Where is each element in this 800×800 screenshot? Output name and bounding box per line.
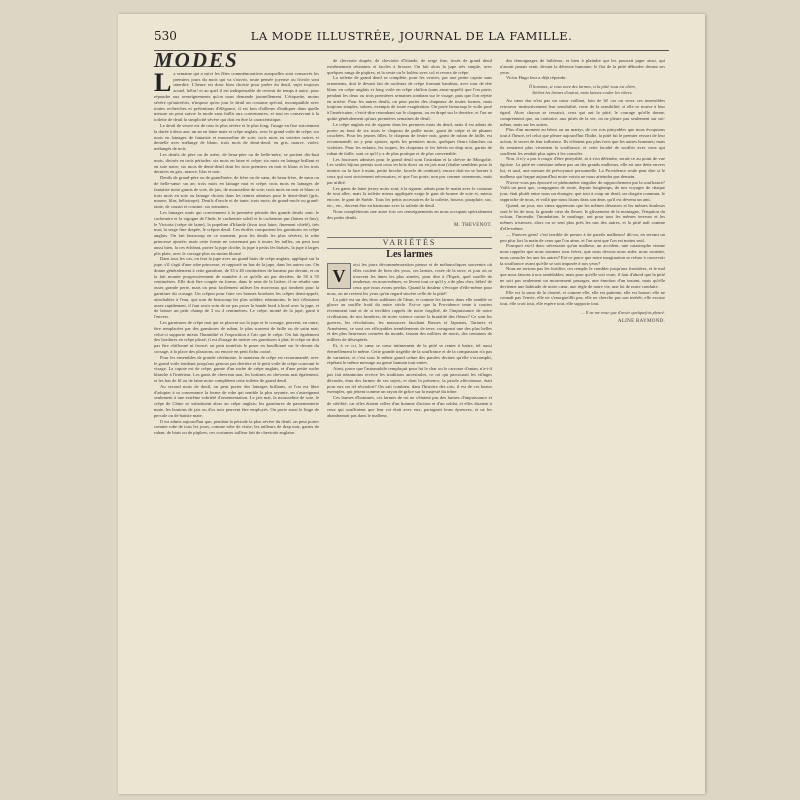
paragraph: Ainsi, parce que l'automobile remplaçait pour lui le char ou le carrosse d'antan, n'a-t-il pas fait néanmoins revivre les traditions ancestrales, ce roi qui parcourait les villages dévastés, ému des larmes de ses sujets, et dont la présence, la parole affectueuse, était pour eux un tel réconfort? On sait combien, dans l'histoire des rois, il est de ces beaux exemples, qui jettent comme un rayon de grâce sur la majesté du trône. xyxy=(327,366,492,395)
paragraph: Les lainages mats qui conviennent à la première période des grands deuils sont: le cachemire et la vigogne de l'Inde, le cachemire soleil et le cachemire pur (laines et fins); le Victoria (crêpe de laine), la popeline d'Irlande (tissu tout laine, finement côtelé), très mat; la serge fine drapée, le crêpon deuil. Ces étoffes comportent les garnitures en crêpe anglais. On fait beaucoup en ce moment, pour les deuils les plus sévères, la robe princesse ajustée; mais cette forme ne convenant pas à toutes les tailles, on peut tout aussi bien, la ces échéant, porter la jupe cloche, la jupe à petits lés biaisés, la jupe à larges plis plats, avec le corsage plus ou moins blousé. xyxy=(154,209,319,256)
page-header xyxy=(154,22,669,51)
paragraph: Dans tous les cas, on fera la jupe avec un grand biais de crêpe anglais, appliqué sur la jupe, s'il s'agit d'une robe princesse, et rapporté au bas de la jupe, dans les autres cas. On donne généralement à cette garniture, de 35 à 40 centimètres de hauteur par devant, et on la fait monter progressivement de manière à ce qu'elle ait par derrière, de 50 à 55 centimètres. Elle doit être coupée en forme, dans le sens de la lisière; il ne résulte une assez grande perte, mais on peut facilement utiliser les morceaux qui tombent pour la garniture du corsage. Un crêpon pour faire ces bonnes bordures les crêpes demi-apprêt, attachables à l'eau, qui sont de beaucoup les plus solides; néanmoins, le fait s'élaissent assez rapidement, il faut avoir soin de ne pas poser la bande bord à bord avec la jupe, et de laisser un petit champ de 3 ou 4 centimètres. Le crêpe, monté de la jupe, garni à l'envers. xyxy=(154,256,319,320)
column-1 xyxy=(154,48,319,436)
paragraph: Au second mois de deuil, on peut porter des lainages brillants, et l'on est libre d'adopter à sa convenance la forme de robe qui semble la plus seyante, en s'astreignant seulement à une extrême sobriété d'ornementation. Le jais mat, la mousseline de soie, le crêpe de Chine se substituent alors au crêpe anglais; les garnitures de passementerie mate, les boutons de jais ou d'os noir peuvent être employés. On porte aussi le linge de percale ou de batiste mate. xyxy=(154,383,319,418)
paragraph: Plus d'un moment au héros ou au martyr, de ces rois pitoyables que nous évoquions tout à l'heure, tel celui que pleure aujourd'hui l'Italie, la pitié fut le premier ressort de leur action, le secret de leur influence. Ils n'étaient pas plus forts que les autres hommes; mais ils sentaient plus vivement la souffrance, et cette faculté de souffrir avec ceux qui souffrent les rendait plus aptes à les consoler. xyxy=(500,127,665,156)
paragraph: — Pauvres gens! c'est terrible de penser à de pareils malheurs! dit-on, en serrant un peu plus fort la main de ceux que l'on aime, et l'on sent que l'on est moins seul. xyxy=(500,231,665,243)
paragraph: de cheviotte drapée, de cheviotte d'Irlande, de serge fine, tissés de grand deuil extrêmement résistants et faciles à brosser. On fait alors la jupe très simple, avec quelques rangs de piqûres, et la veste ou le boléro avec col et revers de crêpe. xyxy=(327,58,492,75)
paragraph: Les fourrures admises pour le grand deuil sont l'astrakan et la chèvre de Mongolie. Les seules bijoux permis sont ceux en bois durci ou en jais mat (chaîne semblent pour la montre ou la face à main, petite broche, boucle de ceinture); encore doit-on se borner à ceux qui sont strictement nécessaires, et que l'on porte, non pas comme ornements, mais par utilité. xyxy=(327,156,492,185)
paragraph: Quand, un jour, nos vœux apprenons que les mêmes désastres et les mêmes douleurs sont le lot de tous, la grande crise du fleuve, le glissement de la montagne, l'éruption du volcan, l'incendie, l'inondation, le naufrage, ont pour tous les mêmes terreurs et les mêmes tristesses; alors on se sent plus près les uns des autres, et la pitié naît comme d'elle-même. xyxy=(500,202,665,231)
larmes-article-body xyxy=(500,98,665,307)
paragraph: Ces larmes d'hommes, ces larmes de roi ne s'étaient pas des larmes d'impuissance et de stérilité, car elles étaient celles d'un homme d'action et d'un soldat, et elles disaient à ceux qui souffraient que leur roi était avec eux, partageait leurs épreuves, et ne les abandonnait pas dans le malheur. xyxy=(327,395,492,418)
modes-article xyxy=(154,67,319,436)
paragraph: Pour les ensembles de grande cérémonie, le manteau de crêpe est recommandé, avec le grand voile tombant jusqu'aux genoux par derrière et le petit voile de crêpe couvrant le visage. La capote est de crêpe, garnie d'un ruche de crêpe anglais, et d'une petite ruche blanche à l'intérieur. Les gants de chevreau mat, les bottines en chevreau mat également, et les bas de fil ou de laine noire complètent cette toilette de grand deuil. xyxy=(154,354,319,384)
paragraph: oici les jours décommémoration pieuse et de mélancoliques souvenirs où elles coulent de bien des yeux, ces larmes, rosée de la terre, et jour où se trouvent les âmes les plus aimées, pour dire à l'Esprit, quel souffle de tendresse, en nous-mêmes, se lèvent tout ce qu'il y a de plus cher, hélas! de ceux que nous avons perdus. Quand la douleur s'évoque d'elle-même pour nous, on ne revient les yeux qu'en regard sincère celle de la pitié! xyxy=(327,261,492,296)
paragraph: Au cœur dur n'est pas un cœur vaillant, loin de là! car on verra ces insensibles retrouver instinctivement leur sensibilité, votre de la sensibilité, si elle se trouve à leur égard. Alors chacun se ressaisit, ceux qui ont la pitié, le courage qu'elle donne, comprennent que, au contraire, aux pitiés de la vie, on ne pleure pas seulement sur soi-même, mais sur les autres. xyxy=(500,98,665,127)
paragraph: Elle est la sœur de la charité, et comme elle, elle est patiente, elle est bonne; elle ne connaît pas l'envie, elle ne s'enorgueillit pas; elle ne cherche pas son intérêt; elle excuse tout, elle croit tout, elle espère tout, elle supporte tout. xyxy=(500,289,665,307)
poem-line: Séchez les larmes d'autrui, mais laissez couler les vôtres. xyxy=(532,89,633,95)
paragraph: Il est admis aujourd'hui que, pendant la période la plus sévère du deuil, on peut porter comme robe de tous les jours, comme robe de visite, les tailleurs de drap noir, garnis de ruban, de biais ou de piqûres; ces costumes tailleur fait de cheviotte anglaise. xyxy=(154,418,319,436)
paragraph: N'avez-vous pas éprouvé ce phénomène singulier de rapprochement par la souffrance? Voilà un pont que, compagnon de route, depuis longtemps, de nos voyages de chaque jour, était plutôt entre nous un étranger; que tout à coup un deuil, un chagrin commun, le rapproche de nous, et voilà que nous lisons dans son âme, qu'il est devenu un ami. xyxy=(500,179,665,202)
paragraph: Les gants de laine jersey noirs sont, à la rigueur, admis pour le matin avec le costume de tout aller; mais la toilette mieux appliquée exige le gant de bourre de soie et, mieux encore, le gant de Suède. Tous les petits accessoires de la toilette, bourse, parapluie, sac, etc., etc., doivent être en harmonie avec la toilette de deuil. xyxy=(327,185,492,208)
column-3 xyxy=(500,58,665,325)
page-number: 530 xyxy=(154,29,177,43)
paragraph: a semaine qui a suivi les fêtes commémoratives auxquelles sont consacrés les premiers jours du mois qui va s'ouvrir, toute pensée joyeuse ou frivole sont interdite. L'heure est donc bien choisie pour parler du deuil, sujet toujours actuel, hélas! et au quel il est indispensable de revenir de temps à autre, pour répondre aux renseignements qu'on nous demande journellement. L'étiquette, moins sévère qu'autrefois, n'impose qu'en jour le deuil un costume spécial, incompatible avec toutes recherches et prétentions d'élégance, il est bon d'ailleurs d'indiquer dans quelle mesure on peut suivre la mode sans faillir aux convenances, et tout en conservant à la toilette de deuil la simplicité sévère qui doit en être la caractéristique. xyxy=(154,70,319,123)
paragraph: Nous compléterons une autre fois ces renseignements en nous occupant spécialement des petits deuils. xyxy=(327,208,492,220)
author-signature: M. THEVENOT. xyxy=(454,223,492,229)
larmes-article-continued xyxy=(500,58,665,81)
poem-quote xyxy=(500,84,665,95)
paragraph: Victor Hugo leur a déjà répondu: xyxy=(506,75,567,81)
paragraph: Pourquoi est-il donc nécessaire qu'un malheur, un accident, une catastrophe vienne nous rappeler que nous sommes tous frères, que nous devons nous aider, nous soutenir, nous consoler les uns les autres? Est-ce parce que notre imagination se refuse à concevoir la souffrance avant qu'elle se soit imposée à nos yeux? xyxy=(500,243,665,266)
section-title-modes: MODES xyxy=(154,48,239,72)
paragraph: Les garnitures de crêpe mat qui se placent sur la jupe et le corsage, peuvent, en outre, être remplacées par des garnitures de ruban, le plus souvent de faille ou de satin mat; celui-ci supporte mieux l'humidité et l'exposition à l'air que le crêpe. On fait également des bordures en crêpe plissé; il est d'usage de mettre ces garnitures à plat; le crêpe ne doit pas être chiffonné ni froncé; on peut toutefois le poser en bouillonné sur le devant du corsage, à la place des plastrons, ou encore en petit fichu croisé. xyxy=(154,320,319,355)
paragraph: Les deuils de père ou de mère, de beau-père ou de belle-mère, se portent dix-huit mois, divisés en trois périodes: six mois en laine et crêpe; six mois en lainage brillant et en soie noire; six mois de demi-deuil dont les trois premiers en noir et blanc et les trois derniers en gris, mauve, lilas et noir. xyxy=(154,151,319,175)
section-label-varietes: VARIÉTÉS xyxy=(327,237,492,249)
modes-article-continued xyxy=(327,58,492,220)
closing-quote: ... Il ne me reste que d'avoir quelquefois pleuré. xyxy=(581,310,665,316)
paragraph: Nous ne serions pas les fortifier, ces remplir le combler jusqu'aux frontières, et le mal que nous faisons à nos semblables; mais pour qu'elle soit vraie, il faut d'abord que la pitié ne soit pas seulement un mouvement passager, une émotion d'un instant, mais qu'elle devienne une habitude de notre cœur, une règle de notre vie, une loi de notre conduite. xyxy=(500,266,665,289)
paragraph: La toilette de grand deuil se complète, pour les veuves, par une petite capote sans ornements, doit le devant fait de rouleaux de crêpe formant bandeau, avec tour de tête blanc en crêpe anglais et long voile en crêpe chiffon (sans atout-apprêt) que l'on porte, pendant les deux ou trois premières semaines tombant sur le visage, puis que l'on rejette en arrière. Pour les autres deuils, on peut porter des chapeaux de toutes formes, mais toujours simples, sobres, exempts de toute exagération. On porte beaucoup le voile posé à l'américaine, c'est-à-dire retombant sur le chapeau, ou en drapé sur le derrière, et l'on ne quitte généralement qu'aux premières semaines de deuil. xyxy=(327,75,492,121)
newspaper-page xyxy=(118,14,705,794)
paragraph: Deuils de grand-père ou de grand'mère, de frère ou de sœur, de beau-frère, de sœur ou de belle-sœur: un an; trois mois en lainage mat et crêpe; trois mois en lainages de fantaisie noire garnis de soie, de jais, de mousseline de soie; trois mois en noir et blanc et trois mois en soie ou lainage choisis dans les teintes admises pour le demi-deuil (gris, mauve, lilas, héliotrope). Deuils d'oncle et de tante, trois mois; de grand-oncle ou grand-tante, de cousin et cousine: six semaines. xyxy=(154,175,319,210)
paragraph: Et, à ce cri, le cœur se cœur intimement de la pitié se remet à battre, tel aussi éternellement le même. Cette grande tragédie de la souffrance et de la compassion n'a pas de variantes, et c'est sous le même grand calme des paroles divines qu'elle s'accomplit, répétant le même message au genre humain tout entier. xyxy=(327,343,492,366)
dropcap-modes: L xyxy=(154,67,172,97)
article-title: Les larmes xyxy=(386,249,433,261)
dropcap-larmes: V xyxy=(327,263,351,289)
journal-title: LA MODE ILLUSTRÉE, JOURNAL DE LA FAMILLE. xyxy=(250,29,573,43)
author-signature-larmes: ALINE RAYMOND. xyxy=(617,318,665,324)
paragraph: Non, il n'y a pas à rougir d'être pitoyable, ni à s'en défendre, serait-ce au point de vue égoïste. La pitié ne constitue même pas un des grands malheurs, elle est une dette envers lui, et sauf, une mesure de prévoyance personnelle. La Providence seule peut dire si le malheur qui frappe aujourd'hui notre voisin ne nous atteindra pas demain. xyxy=(500,156,665,179)
column-2 xyxy=(327,58,492,418)
paragraph: La pitié est un des deux sublimes de l'âme, et comme les larmes dans elle semble se glacer au souffle froid du notre siècle. Est-ce que la Providence tente à courtes récemment tant et de si terribles rappels de notre fragilité, de l'impuissance de notre civilisation, de nos lumières, de notre science contre la brutalité des fléaux? Ce sont les guerres, les révolutions, les massacres fauchant Russes et Japonais, Tartares et Arméniens, ce sont ces effroyables tremblements de terre, ravageant une des plus belles et des plus heureuses contrées du monde, faisant des milliers de morts, des centaines de milliers de désespérés. xyxy=(327,296,492,343)
paragraph: Le deuil de veuve est de tous le plus sévère et le plus long; l'usage en fixe strictement la durée à deux ans: un an en laine mate et crêpe anglais, avec le grand voile de crêpe; six mois en lainages de fantaisie et mousseline de soie; trois mois en soieries noires et dentelle avec mélange de blanc; trois mois de demi-deuil, en gris, mauve, violet, mélangés de noir. xyxy=(154,122,319,152)
paragraph: Le crêpe anglais est de rigueur dans les premiers mois du deuil, mais il est admis de porter au bout de six mois le chapeau de paille noire, garni de crêpe et de plumes couchées. Pour les jeunes filles, le chapeau de feutre noir, garni de ruban de faille, est recommandé; on y peut ajouter, après les premiers mois, quelques fleurs blanches ou violettes. Pour les enfants, les toques, les chapeaux et les bérets en drap noir, garnis de ruban de faille, sont ce qu'il y a de plus pratique et de plus convenable. xyxy=(327,121,492,156)
poem-line: Ô hommes, si vous avez des larmes, si la pitié vous est chère, xyxy=(528,84,637,90)
paragraph: des témoignages de faiblesse, et bien à plaindre qui les pourrait juger ainsi, qui n'aurait jamais senti, devant la détresse humaine, le flot de la pitié déborder devant ses yeux. xyxy=(500,58,665,75)
larmes-article xyxy=(327,262,492,419)
